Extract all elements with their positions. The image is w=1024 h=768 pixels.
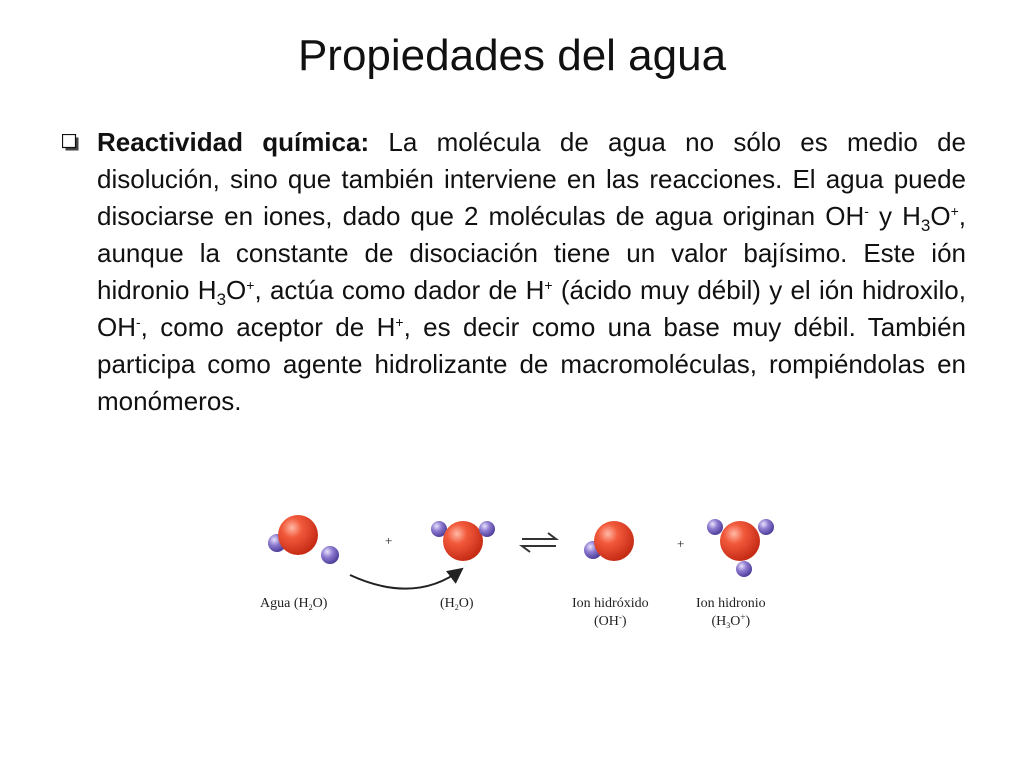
text-segment: , actúa como dador de H	[254, 275, 545, 305]
bullet-heading: Reactividad química:	[97, 127, 370, 157]
text-segment: , es decir como una base muy débil. También participa como agente hidrolizante de macromoléculas, rompiéndolas en monómeros.	[97, 312, 966, 416]
proton-transfer-arrow-icon	[350, 569, 462, 589]
slide-title: Propiedades del agua	[297, 31, 727, 80]
text-segment: y H	[868, 201, 921, 231]
molecules-illustration	[250, 505, 790, 605]
subscript: 3	[216, 290, 227, 309]
bullet-item	[62, 124, 966, 420]
label-water-2: $(H_2O)$	[440, 596, 474, 612]
label-water: Agua $(H_2O)$	[260, 596, 328, 612]
plus-sign: +	[677, 536, 685, 551]
text-segment: La molécula de agua no sólo es medio de disolución, sino que también interviene en las reacciones. El agua puede disociarse en iones, dado que 2 moléculas de agua originan OH	[97, 127, 967, 231]
text-segment: , aunque la constante de disociación tiene un valor bajísimo. Este ión hidronio H	[97, 201, 966, 305]
superscript: +	[950, 203, 959, 219]
superscript: -	[136, 314, 141, 330]
equilibrium-arrows-icon	[522, 533, 556, 552]
water-molecule-icon	[268, 515, 339, 564]
bullet-paragraph	[97, 124, 966, 420]
label-hydroxide: Ion hidróxido (OH-)	[572, 596, 649, 629]
text-segment: (ácido muy débil) y el ión hidroxilo, OH	[97, 275, 966, 342]
text-segment: O	[226, 275, 247, 305]
label-hydronium: Ion hidronio $(H_3O^+)$	[696, 596, 766, 630]
superscript: +	[246, 277, 255, 293]
superscript: +	[395, 314, 404, 330]
text-segment: O	[930, 201, 951, 231]
plus-sign: +	[385, 533, 393, 548]
text-segment: , como aceptor de H	[140, 312, 396, 342]
water-dissociation-diagram	[250, 505, 790, 645]
subscript: 3	[920, 216, 931, 235]
water-molecule-icon	[431, 521, 495, 561]
hydronium-ion-icon	[707, 519, 774, 577]
superscript: -	[864, 203, 869, 219]
hydroxide-ion-icon	[584, 521, 634, 561]
checkbox-bullet-icon	[62, 134, 79, 151]
superscript: +	[544, 277, 553, 293]
